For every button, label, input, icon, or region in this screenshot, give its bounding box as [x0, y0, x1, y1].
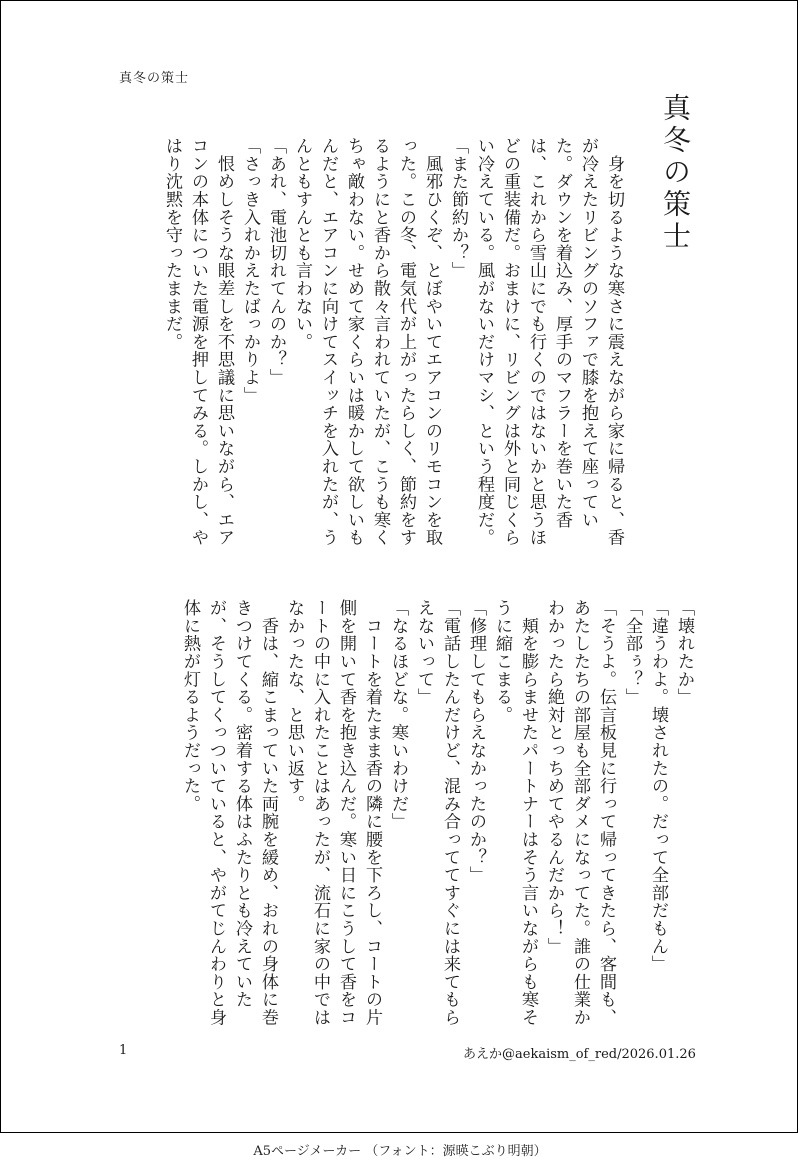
paragraph: 頬を膨らませたパートナーはそう言いながらも寒そうに縮こまる。	[492, 599, 538, 1027]
paragraph: 「あれ、電池切れてんのか？」	[266, 137, 286, 387]
paragraph: 「なるほどな。寒いわけだ」	[388, 599, 408, 831]
paragraph: 香は、縮こまっていた両腕を緩め、おれの身体に巻きつけてくる。密着する体はふたりとも冷えていたが、そうしてくっついていると、やがてじんわりと身体に熱が灯るようだった。	[180, 599, 278, 1027]
paragraph: 風邪ひくぞ、とぼやいてエアコンのリモコンを取った。この冬、電気代が上がったらしく、節約をするようにと香から散々言われていたが、こうも寒くちゃ敵わない。せめて家くらいは暖かして欲しいもんだと、エアコンに向けてスイッチを入れたが、うんともすんとも言わない。	[292, 137, 442, 547]
paragraph: 「壊れたか」	[674, 599, 694, 706]
author-date: あえか@aekaism_of_red/2026.01.26	[463, 1047, 696, 1062]
paragraph: 「全部ぅ？」	[622, 599, 642, 706]
paragraph: 「そうよ。伝言板見に行って帰ってきたら、客間も、あたしたちの部屋も全部ダメになってた。誰の仕業かわかったら絶対とっちめてやるんだから！」	[544, 599, 616, 1027]
paragraph: 「違うわよ。壊されたの。だって全部だもん」	[648, 599, 668, 973]
footer-caption: A5ページメーカー （フォント：源暎こぶり明朝）	[0, 1133, 800, 1171]
text-block-lower	[113, 599, 697, 1029]
paragraph: 「また節約か？」	[448, 137, 468, 280]
page-title: 真冬の策士	[659, 93, 692, 253]
text-block-upper	[113, 137, 627, 549]
page-number: 1	[119, 1043, 128, 1058]
paragraph: 「電話したんだけど、混み合っててすぐには来てもらえないって」	[414, 599, 460, 1027]
paragraph: コートを着たまま香の隣に腰を下ろし、コートの片側を開いて香を抱き込んだ。寒い日にこうして香をコートの中に入れたことはあったが、流石に家の中ではなかったな、と思い返す。	[284, 599, 382, 1027]
paragraph: 身を切るような寒さに震えながら家に帰ると、香が冷えたリビングのソファで膝を抱えて座っていた。ダウンを着込み、厚手のマフラーを巻いた香は、これから雪山にでも行くのではないかと思うほどの重装備だ。おまけに、リビングは外と同じくらい冷えている。風がないだけマシ、という程度だ。	[474, 137, 624, 547]
paragraph: 恨めしそうな眼差しを不思議に思いながら、エアコンの本体についた電源を押してみる。しかし、やはり沈黙を守ったままだ。	[162, 137, 234, 547]
paragraph: 「さっき入れかえたばっかりよ」	[240, 137, 260, 404]
running-head: 真冬の策士	[119, 71, 190, 86]
paragraph: 「修理してもらえなかったのか？」	[466, 599, 486, 884]
